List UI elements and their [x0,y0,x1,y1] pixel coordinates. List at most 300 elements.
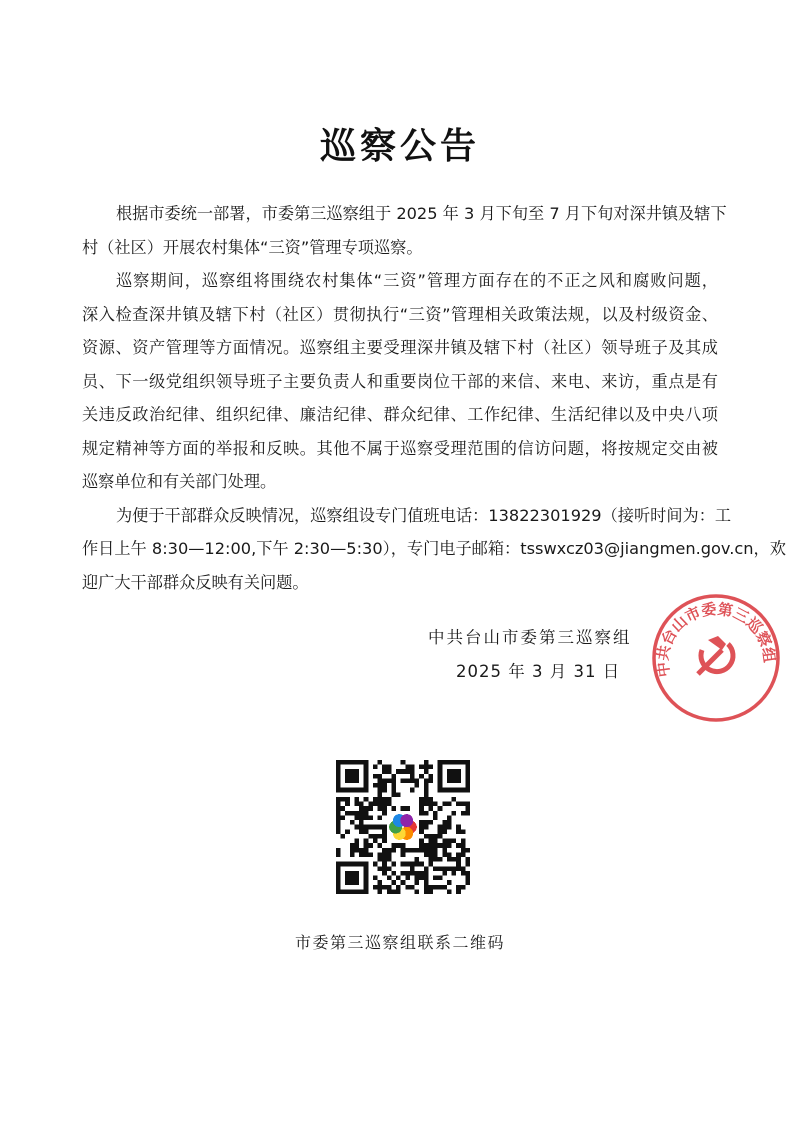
qr-module [378,885,383,890]
qr-module [378,792,383,797]
paragraph-line: 根据市委统一部署，市委第三巡察组于 2025 年 3 月下旬至 7 月下旬对深井镇及辖下 [116,204,727,223]
qr-module [442,820,447,825]
qr-module [382,788,387,793]
qr-module [382,866,387,871]
qr-module [368,852,373,857]
qr-module [373,765,378,770]
qr-module [410,885,415,890]
qr-module [336,815,341,820]
qr-module [401,848,406,853]
qr-module [452,871,457,876]
qr-module [456,852,461,857]
qr-module [336,852,341,857]
qr-module [391,788,396,793]
qr-module [461,829,466,834]
qr-module [382,834,387,839]
qr-module [378,815,383,820]
qr-module [410,866,415,871]
qr-module [382,848,387,853]
qr-module [415,783,420,788]
qr-module [364,811,369,816]
qr-module [387,889,392,894]
qr-module [419,843,424,848]
qr-module [419,774,424,779]
qr-module [424,820,429,825]
qr-module [354,797,359,802]
qr-module [447,852,452,857]
qr-module [387,797,392,802]
qr-module [452,797,457,802]
qr-module [391,783,396,788]
qr-module [401,760,406,765]
qr-module [433,885,438,890]
paragraph-line: 资源、资产管理等方面情况。巡察组主要受理深井镇及辖下村（社区）领导班子及其成 [82,338,718,357]
qr-module [433,866,438,871]
qr-module [382,783,387,788]
qr-module [364,829,369,834]
qr-module [405,876,410,881]
qr-module [387,866,392,871]
qr-module [401,862,406,867]
qr-module [424,778,429,783]
qr-module [461,811,466,816]
qr-module [368,834,373,839]
qr-module [438,843,443,848]
qr-module [341,797,346,802]
qr-module [364,839,369,844]
qr-module [442,825,447,830]
qr-module [424,792,429,797]
qr-module [401,880,406,885]
qr-module [428,774,433,779]
qr-module [442,885,447,890]
qr-module [419,806,424,811]
qr-module [428,834,433,839]
qr-module [410,871,415,876]
qr-module [368,806,373,811]
qr-module [424,848,429,853]
qr-module [447,820,452,825]
qr-module [410,848,415,853]
qr-module [442,843,447,848]
qr-module [336,811,341,816]
qr-module [428,843,433,848]
qr-module [424,802,429,807]
qr-module [456,889,461,894]
qr-module [465,802,470,807]
qr-module [401,806,406,811]
qr-module [391,806,396,811]
qr-module [364,843,369,848]
qr-module [368,843,373,848]
qr-module [396,876,401,881]
official-seal-icon [650,592,782,724]
qr-module [433,839,438,844]
qr-module [405,862,410,867]
qr-module [391,871,396,876]
qr-module [410,769,415,774]
qr-module [345,802,350,807]
qr-module [373,839,378,844]
qr-module [410,788,415,793]
qr-module [447,843,452,848]
qr-module [350,848,355,853]
qr-module [401,852,406,857]
qr-module [396,792,401,797]
paragraph-line: 员、下一级党组织领导班子主要负责人和重要岗位干部的来信、来电、来访，重点是有 [82,371,718,391]
qr-module [382,829,387,834]
qr-module [465,876,470,881]
qr-module [415,862,420,867]
qr-module [382,802,387,807]
qr-module [452,811,457,816]
qr-module [465,811,470,816]
qr-module [354,848,359,853]
qr-module [438,806,443,811]
qr-module [387,857,392,862]
qr-module [438,866,443,871]
qr-module [419,797,424,802]
qr-module [382,871,387,876]
qr-module [433,834,438,839]
paragraph-line: 关违反政治纪律、组织纪律、廉洁纪律、群众纪律、工作纪律、生活纪律以及中央八项 [82,405,718,424]
qr-module [401,769,406,774]
qr-module [447,880,452,885]
qr-module [424,880,429,885]
qr-module [419,811,424,816]
qr-module [373,885,378,890]
qr-module [405,769,410,774]
qr-module [419,871,424,876]
qr-module [428,862,433,867]
qr-module [465,880,470,885]
qr-module [419,839,424,844]
qr-module [424,843,429,848]
qr-module [378,802,383,807]
qr-module [461,852,466,857]
qr-module [341,815,346,820]
qr-module [438,825,443,830]
qr-module [433,857,438,862]
qr-module [378,760,383,765]
qr-module [359,820,364,825]
qr-module [373,797,378,802]
qr-module [359,848,364,853]
qr-module [396,885,401,890]
qr-module [428,797,433,802]
qr-module [378,797,383,802]
qr-module [442,802,447,807]
qr-module [465,848,470,853]
qr-module [350,852,355,857]
qr-module [428,839,433,844]
qr-module [456,885,461,890]
qr-module [354,811,359,816]
qr-module [364,848,369,853]
qr-module [438,885,443,890]
qr-module [396,889,401,894]
qr-module [415,871,420,876]
qr-module [447,825,452,830]
qr-module [415,778,420,783]
qr-module [401,843,406,848]
qr-module [465,806,470,811]
qr-module [378,880,383,885]
qr-module [461,885,466,890]
qr-module [442,852,447,857]
qr-module [424,788,429,793]
qr-module [424,811,429,816]
qr-module [373,825,378,830]
qr-module [378,834,383,839]
qr-module [428,806,433,811]
qr-module [354,802,359,807]
qr-module [433,802,438,807]
notice-title: 巡察公告 [319,125,480,167]
qr-module [424,783,429,788]
qr-module [345,829,350,834]
qr-module [364,815,369,820]
qr-module [461,843,466,848]
qr-module [424,866,429,871]
qr-module [405,848,410,853]
qr-module [359,811,364,816]
qr-module [461,871,466,876]
qr-module [456,825,461,830]
qr-module [428,778,433,783]
qr-module [465,862,470,867]
qr-module [396,769,401,774]
qr-module [336,806,341,811]
qr-module [382,778,387,783]
notice-body [82,197,786,599]
qr-module [378,788,383,793]
qr-module [456,857,461,862]
qr-module [391,778,396,783]
qr-module [428,802,433,807]
qr-module [438,829,443,834]
qr-module [354,815,359,820]
qr-module [428,852,433,857]
qr-module [336,797,341,802]
qr-module [452,866,457,871]
qr-module [415,857,420,862]
qr-module [428,857,433,862]
qr-module [447,815,452,820]
qr-module [405,885,410,890]
qr-module [336,820,341,825]
qr-module [387,876,392,881]
qr-module [461,839,466,844]
qr-module [345,797,350,802]
qr-module [447,769,461,783]
qr-module [405,871,410,876]
qr-module [447,839,452,844]
qr-module [424,760,429,765]
qr-module [419,848,424,853]
qr-module [456,866,461,871]
qr-module [391,862,396,867]
qr-module [359,852,364,857]
qr-module [336,802,341,807]
qr-module [359,815,364,820]
qr-module [410,774,415,779]
qr-module [424,871,429,876]
qr-module [419,765,424,770]
qr-module [419,820,424,825]
qr-module [419,829,424,834]
qr-module [461,866,466,871]
qr-module [382,857,387,862]
qr-module [387,852,392,857]
qr-module [382,885,387,890]
qr-module [424,765,429,770]
qr-module [447,889,452,894]
qr-module [364,797,369,802]
qr-module [378,843,383,848]
qr-module [461,848,466,853]
qr-module [378,806,383,811]
qr-module [433,876,438,881]
qr-module [354,825,359,830]
paragraph-line: 深入检查深井镇及辖下村（社区）贯彻执行“三资”管理相关政策法规，以及村级资金、 [82,304,718,324]
qr-module [373,876,378,881]
qr-module [447,802,452,807]
qr-module [336,829,341,834]
qr-module [428,820,433,825]
qr-module [378,778,383,783]
qr-module [364,825,369,830]
qr-module [368,802,373,807]
qr-module [378,857,383,862]
qr-module [428,889,433,894]
qr-module [373,774,378,779]
qr-module [387,848,392,853]
qr-module [382,862,387,867]
qr-module [382,797,387,802]
qr-module [382,839,387,844]
qr-module [382,769,387,774]
qr-module [378,852,383,857]
qr-module [428,765,433,770]
qr-module [442,871,447,876]
qr-module [424,889,429,894]
qr-module [424,834,429,839]
qr-module [336,825,341,830]
qr-module [424,876,429,881]
qr-module [461,802,466,807]
qr-module [373,783,378,788]
qr-logo-petal [400,814,413,827]
qr-module [382,806,387,811]
qr-module [438,876,443,881]
qr-module [442,829,447,834]
qr-module [433,815,438,820]
qr-module [447,866,452,871]
qr-module [359,825,364,830]
qr-module [438,857,443,862]
qr-module [415,848,420,853]
qr-module [401,871,406,876]
qr-module [354,843,359,848]
qr-module [442,848,447,853]
qr-module [410,778,415,783]
paragraph-line: 巡察期间，巡察组将围绕农村集体“三资”管理方面存在的不正之风和腐败问题， [116,271,718,290]
qr-module [368,815,373,820]
qr-module [415,880,420,885]
qr-module [336,848,341,853]
qr-module [456,843,461,848]
qr-module [378,783,383,788]
qr-module [359,829,364,834]
qr-module [364,852,369,857]
qr-module [387,802,392,807]
qr-module [424,769,429,774]
qr-module [415,876,420,881]
qr-module [442,866,447,871]
signature-org: 中共台山市委第三巡察组 [428,628,632,647]
qr-module [433,852,438,857]
signature-date: 2025 年 3 月 31 日 [456,662,621,681]
qr-module [442,839,447,844]
qr-module [419,802,424,807]
qr-module [415,889,420,894]
qr-module [391,792,396,797]
paragraph-line: 村（社区）开展农村集体“三资”管理专项巡察。 [82,237,423,257]
qr-module [433,811,438,816]
qr-module [378,889,383,894]
qr-code[interactable] [335,760,471,894]
qr-module [378,825,383,830]
qr-module [387,765,392,770]
qr-module [424,797,429,802]
qr-module [428,885,433,890]
qr-module [424,852,429,857]
qr-module [433,848,438,853]
qr-module [419,876,424,881]
qr-module [452,839,457,844]
qr-module [359,802,364,807]
qr-module [410,765,415,770]
qr-module [419,825,424,830]
qr-module [350,811,355,816]
qr-module [405,765,410,770]
qr-module [354,839,359,844]
qr-module [382,811,387,816]
qr-module [396,843,401,848]
qr-module [345,811,350,816]
paragraph-line: 作日上午 8:30—12:00,下午 2:30—5:30），专门电子邮箱：tsswxcz03@jiangmen.gov.cn，欢 [82,539,786,558]
qr-module [447,857,452,862]
qr-module [391,889,396,894]
qr-module [373,834,378,839]
qr-module [359,806,364,811]
qr-module [368,825,373,830]
qr-module [350,843,355,848]
paragraph-line: 迎广大干部群众反映有关问题。 [82,572,309,592]
paragraph-line: 规定精神等方面的举报和反映。其他不属于巡察受理范围的信访问题，将按规定交由被 [82,438,718,458]
qr-module [382,765,387,770]
qr-module [456,829,461,834]
qr-module [424,825,429,830]
paragraph-line: 为便于干部群众反映情况，巡察组设专门值班电话：13822301929（接听时间为：工 [116,505,732,525]
qr-module [387,778,392,783]
qr-module [373,802,378,807]
qr-module [341,806,346,811]
qr-caption: 市委第三巡察组联系二维码 [294,933,505,952]
qr-module [452,857,457,862]
qr-module [382,852,387,857]
